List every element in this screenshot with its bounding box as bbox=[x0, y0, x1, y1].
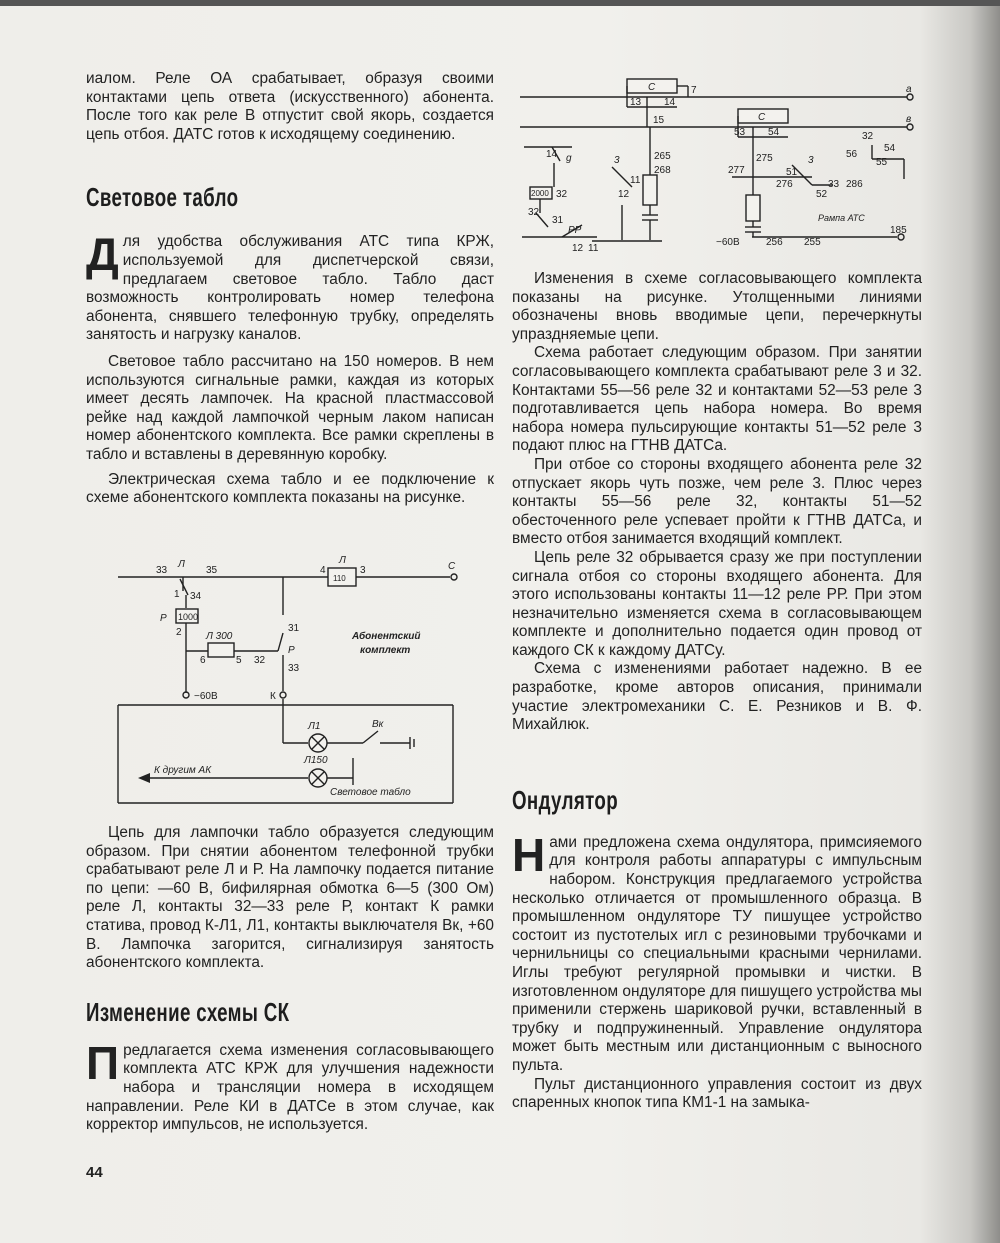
section2-paragraph-6: Схема с изменениями работает надежно. В ее разработке, кроме авторов описания, принимали участие электромеханики С. Е. Резников и В. Ф. Михайлюк. bbox=[512, 660, 922, 734]
d2-n11: 11 bbox=[630, 175, 641, 186]
d2-C1: С bbox=[648, 82, 656, 93]
d2-n52: 52 bbox=[816, 189, 828, 200]
d1-R1000: 1000 bbox=[178, 612, 199, 622]
d2-n255: 255 bbox=[804, 237, 821, 248]
d1-ak-line1: Абонентский bbox=[352, 631, 421, 642]
d2-n56: 56 bbox=[846, 149, 858, 160]
section1-paragraph-4: Цепь для лампочки табло образуется следующим образом. При снятии абонентом телефонной трубки срабатывают реле Л и Р. На лампочку подается питание по цепи: —60 В, бифилярная обмотка 6—5 (300 Ом) реле Л, контакты 32—33 реле Р, контакт К рамки статива, провод К-Л1, Л1, контакты выключателя Вк, +60 В. Лампочка загорится, сигнализируя занятость абонентского комплекта. bbox=[86, 824, 494, 972]
d2-n33: 33 bbox=[828, 179, 840, 190]
left-column-lower bbox=[86, 824, 494, 1135]
d2-n12b: 12 bbox=[572, 243, 584, 254]
section2-paragraph-2: Изменения в схеме согласовывающего комплекта показаны на рисунке. Утолщенными линиями обозначены вновь вводимые цепи, перечеркнуты упраздняемые цепи. bbox=[512, 270, 922, 343]
section2-paragraph-4: При отбое со стороны входящего абонента реле 32 отпускает якорь чуть позже, чем реле 3. Плюс через контакты 55—56 реле 32, контакты 51—52 обесточенного реле успевает пройти к ГТНВ ДАТСа, и вместо отбоя занимается входящий комплект. bbox=[512, 455, 922, 548]
d2-n286: 286 bbox=[846, 179, 863, 190]
d2-n11b: 11 bbox=[588, 243, 599, 254]
dropcap-n: Н bbox=[512, 828, 546, 881]
left-column bbox=[86, 70, 494, 508]
d1-n33b: 33 bbox=[288, 663, 300, 674]
right-column bbox=[512, 270, 922, 1113]
d2-n14: 14 bbox=[664, 97, 676, 108]
d2-n277: 277 bbox=[728, 165, 745, 176]
d2-n265: 265 bbox=[654, 151, 671, 162]
d1-n6: 6 bbox=[200, 655, 206, 666]
section3-paragraph-1 bbox=[512, 828, 922, 1076]
d2-n268: 268 bbox=[654, 165, 671, 176]
intro-paragraph: иалом. Реле ОА срабатывает, образуя своими контактами цепь ответа (искусственного) абонента. После того как реле В отпустит свой якорь, создается цепь отбоя. ДАТС готов к исходящему соединению. bbox=[86, 70, 494, 143]
d2-PP: РР bbox=[568, 225, 582, 236]
d1-n2: 2 bbox=[176, 627, 182, 638]
d2-g: g bbox=[566, 153, 572, 164]
sk-circuit-diagram bbox=[512, 75, 922, 255]
d2-n275: 275 bbox=[756, 153, 773, 164]
d2-n55: 55 bbox=[876, 157, 888, 168]
d1-n1: 1 bbox=[174, 589, 180, 600]
d1-L1: Л1 bbox=[308, 721, 321, 732]
d2-n54b: 54 bbox=[884, 143, 896, 154]
dropcap-d: Д bbox=[86, 228, 119, 281]
page-number: 44 bbox=[86, 1164, 103, 1181]
d1-n5: 5 bbox=[236, 655, 242, 666]
d2-a: а bbox=[906, 84, 912, 95]
section2-paragraph-5: Цепь реле 32 обрывается сразу же при поступлении сигнала отбоя со стороны входящего абонента. Для этого использованы контакты 11—12 реле РР. При этом незначительно изменяется схема в согласовывающем комплекте и дополнительно подается один провод от каждого СК к каждому ДАТСу. bbox=[512, 548, 922, 659]
d1-P: Р bbox=[160, 613, 167, 624]
d1-C: С bbox=[448, 561, 456, 572]
section3-p1-text: ами предложена схема ондулятора, примсияемого для контроля работы аппаратуры с импульсным набором. Конструкция предлагаемого устройства несколько отличается от промышленного образца. В промышленном ондуляторе ТУ пишущее устройство состоит из пустотелых игл с резиновыми трубочками и чернильницы со специальными красными чернилами. Иглы требуют регулярной промывки и чистки. В изготовленном ондуляторе для пишущего устройства мы применили стержень шариковой ручки, вставленный в трубку и подпружиненный. Управление ондулятора может быть местным или дистанционным с выносного пульта. bbox=[512, 833, 922, 1074]
d2-n256: 256 bbox=[766, 237, 783, 248]
d2-n32: 32 bbox=[862, 131, 874, 142]
d1-n31: 31 bbox=[288, 623, 300, 634]
d2-C2: С bbox=[758, 112, 766, 123]
d1-to-other: К другим АК bbox=[154, 765, 212, 776]
d1-L110: 110 bbox=[333, 574, 346, 583]
d2-n51: 51 bbox=[786, 167, 798, 178]
section1-paragraph-3: Электрическая схема табло и ее подключение к схеме абонентского комплекта показаны на рисунке. bbox=[86, 470, 494, 507]
d2-n31: 31 bbox=[552, 215, 564, 226]
tablo-circuit-diagram bbox=[108, 553, 480, 811]
d1-n35: 35 bbox=[206, 565, 218, 576]
d1-tablo: Световое табло bbox=[330, 787, 411, 798]
d1-Vk: Вк bbox=[372, 719, 384, 730]
d2-n3b: 3 bbox=[808, 155, 814, 166]
d1-n33: 33 bbox=[156, 565, 168, 576]
section1-paragraph-1 bbox=[86, 228, 494, 345]
d1-L300: Л 300 bbox=[206, 631, 233, 642]
section-title-izmenenie-skhemy: Изменение схемы СК bbox=[86, 996, 290, 1027]
section2-p1-text: редлагается схема изменения согласовывающего комплекта АТС КРЖ для улучшения надежности набора и трансляции номера в исходящем направлении. Реле КИ в ДАТСе в этом случае, как корректор импульсов, не используется. bbox=[86, 1041, 494, 1134]
d1-L-top: Л bbox=[178, 559, 185, 570]
d1-n32: 32 bbox=[254, 655, 266, 666]
top-border bbox=[0, 0, 1000, 6]
d1-P2: Р bbox=[288, 645, 295, 656]
d2-n32b: 32 bbox=[556, 189, 568, 200]
d2-n53: 53 bbox=[734, 127, 746, 138]
d2-n3: 3 bbox=[614, 155, 620, 166]
section-title-svetovoe-tablo: Световое табло bbox=[86, 182, 239, 213]
d1-ak-line2: комплект bbox=[360, 645, 411, 656]
d2-n15: 15 bbox=[653, 115, 665, 126]
d2-rampa: Рампа АТС bbox=[818, 213, 865, 223]
d2-n2000: 2000 bbox=[531, 189, 549, 198]
d2-minus60: −60В bbox=[716, 237, 740, 248]
d1-n4: 4 bbox=[320, 565, 326, 576]
d1-L2: Л bbox=[339, 555, 346, 566]
d2-n7: 7 bbox=[691, 85, 697, 96]
d1-K: К bbox=[270, 691, 276, 702]
d2-n13: 13 bbox=[630, 97, 642, 108]
section2-paragraph-1 bbox=[86, 1036, 494, 1135]
d2-n12: 12 bbox=[618, 189, 630, 200]
section-title-ondulyator: Ондулятор bbox=[512, 784, 618, 815]
d2-b: в bbox=[906, 114, 912, 125]
d2-n54: 54 bbox=[768, 127, 780, 138]
d2-n14b: 14 bbox=[546, 149, 558, 160]
d2-n185: 185 bbox=[890, 225, 907, 236]
d1-L150: Л150 bbox=[304, 755, 328, 766]
section1-paragraph-2: Световое табло рассчитано на 150 номеров. В нем используются сигнальные рамки, каждая из которых имеет десять лампочек. На красной пластмассовой рейке над каждой лампочкой черным лаком написан номер абонентского комплекта. Все рамки скреплены в табло и вставлены в деревянную коробку. bbox=[86, 352, 494, 463]
dropcap-p: П bbox=[86, 1036, 120, 1089]
section3-paragraph-2: Пульт дистанционного управления состоит из двух спаренных кнопок типа КМ1-1 на замыка- bbox=[512, 1075, 922, 1112]
d1-n3: 3 bbox=[360, 565, 366, 576]
d1-minus60: −60В bbox=[194, 691, 218, 702]
section2-paragraph-3: Схема работает следующим образом. При занятии согласовывающего комплекта срабатывают реле 3 и 32. Контактами 55—56 реле 32 и контактами 52—53 реле 3 подготавливается цепь набора номера. Во время набора номера пульсирующие контакты 51—52 реле 3 подают плюс на ГТНВ ДАТСа. bbox=[512, 344, 922, 455]
d2-n32c: 32 bbox=[528, 207, 540, 218]
d1-n34: 34 bbox=[190, 591, 202, 602]
d2-n276: 276 bbox=[776, 179, 793, 190]
section1-p1-text: ля удобства обслуживания АТС типа КРЖ, используемой для диспетчерской связи, предлагаем световое табло. Табло даст возможность контролировать номер телефона абонента, снявшего телефонную трубку, определять занятость и нагрузку каналов. bbox=[86, 233, 494, 344]
